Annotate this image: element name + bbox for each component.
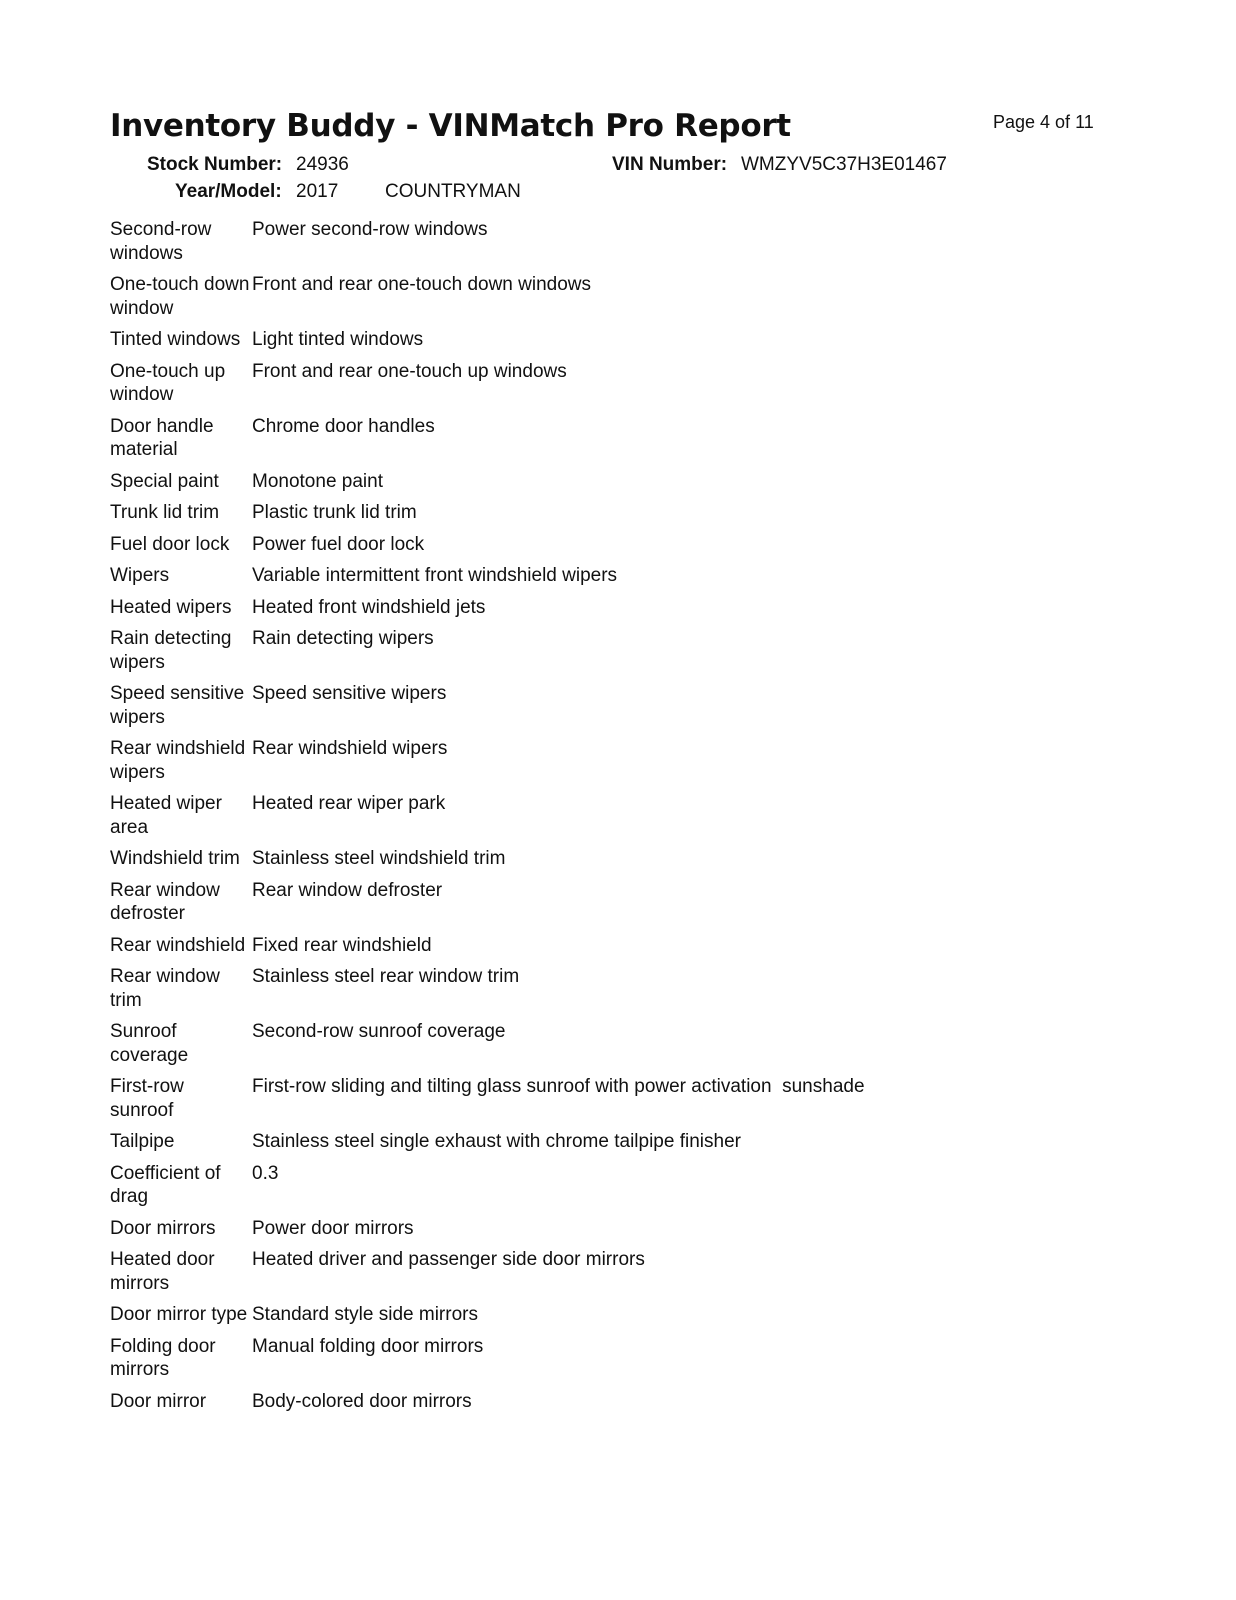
spec-value: Stainless steel rear window trim	[252, 966, 520, 987]
spec-value: Light tinted windows	[252, 329, 424, 350]
spec-row	[110, 415, 1010, 462]
spec-row	[110, 1020, 1010, 1067]
spec-row	[110, 682, 1010, 729]
spec-value: Fixed rear windshield	[252, 934, 432, 956]
spec-row	[110, 1335, 1010, 1382]
spec-row	[110, 627, 1010, 674]
spec-label: Rain detecting wipers	[110, 628, 232, 673]
spec-value: Chrome door handles	[252, 415, 435, 437]
spec-label: Heated door mirrors	[110, 1249, 215, 1294]
spec-row	[110, 1217, 1010, 1241]
spec-value: First-row sliding and tilting glass sunroof with power activation sunshade	[252, 1076, 865, 1097]
spec-label: Fuel door lock	[110, 533, 230, 555]
vin-value: WMZYV5C37H3E01467	[741, 154, 947, 175]
vin-label: VIN Number:	[612, 154, 728, 175]
spec-row	[110, 737, 1010, 784]
spec-value: Heated front windshield jets	[252, 596, 486, 618]
stock-number-value: 24936	[296, 154, 349, 175]
spec-label: One-touch down window	[110, 274, 250, 319]
spec-value: Power door mirrors	[252, 1217, 414, 1239]
spec-row	[110, 792, 1010, 839]
spec-label: Door mirror type	[110, 1304, 248, 1325]
stock-number-label: Stock Number:	[147, 154, 283, 175]
spec-row	[110, 879, 1010, 926]
spec-value: Stainless steel windshield trim	[252, 848, 506, 869]
spec-value: Heated driver and passenger side door mirrors	[252, 1249, 645, 1270]
spec-row	[110, 360, 1010, 407]
spec-value: Stainless steel single exhaust with chrome tailpipe finisher	[252, 1131, 741, 1152]
spec-row	[110, 273, 1010, 320]
spec-value: Front and rear one-touch up windows	[252, 360, 567, 382]
spec-label: Heated wipers	[110, 596, 232, 618]
spec-row	[110, 564, 1010, 588]
spec-value: Rain detecting wipers	[252, 628, 434, 649]
spec-value: Heated rear wiper park	[252, 793, 446, 814]
spec-row	[110, 1075, 1010, 1122]
spec-label: Door mirror	[110, 1390, 207, 1412]
spec-label: Door handle material	[110, 415, 214, 460]
spec-value: Speed sensitive wipers	[252, 683, 447, 704]
spec-label: Coefficient of drag	[110, 1162, 221, 1207]
spec-row	[110, 1390, 1010, 1414]
spec-row	[110, 533, 1010, 557]
spec-row	[110, 218, 1010, 265]
spec-label: Trunk lid trim	[110, 502, 220, 523]
spec-label: One-touch up window	[110, 360, 226, 405]
spec-label: Speed sensitive wipers	[110, 683, 245, 728]
spec-value: Plastic trunk lid trim	[252, 502, 417, 523]
spec-label: Door mirrors	[110, 1217, 216, 1239]
spec-label: Rear windshield	[110, 934, 246, 956]
spec-value: Second-row sunroof coverage	[252, 1021, 506, 1042]
spec-label: Rear window defroster	[110, 879, 220, 924]
spec-value: Power fuel door lock	[252, 533, 425, 555]
spec-row	[110, 501, 1010, 525]
spec-label: Windshield trim	[110, 848, 240, 869]
spec-row	[110, 1248, 1010, 1295]
spec-value: Variable intermittent front windshield wipers	[252, 565, 618, 586]
spec-label: Wipers	[110, 565, 170, 586]
spec-row	[110, 1130, 1010, 1154]
spec-list	[110, 218, 1010, 1421]
spec-label: Tailpipe	[110, 1131, 175, 1152]
spec-label: Tinted windows	[110, 329, 241, 350]
spec-label: First-row sunroof	[110, 1076, 184, 1121]
spec-value: Standard style side mirrors	[252, 1304, 478, 1325]
spec-row	[110, 470, 1010, 494]
spec-row	[110, 965, 1010, 1012]
spec-row	[110, 847, 1010, 871]
spec-label: Second-row windows	[110, 219, 212, 264]
spec-row	[110, 1162, 1010, 1209]
year-model-label: Year/Model:	[175, 181, 282, 202]
spec-label: Sunroof coverage	[110, 1021, 189, 1066]
spec-value: Monotone paint	[252, 470, 383, 492]
spec-label: Rear windshield wipers	[110, 738, 246, 783]
spec-label: Heated wiper area	[110, 793, 222, 838]
spec-label: Rear window trim	[110, 966, 220, 1011]
spec-label: Folding door mirrors	[110, 1335, 216, 1380]
year-value: 2017	[296, 181, 339, 202]
report-title: Inventory Buddy - VINMatch Pro Report	[110, 108, 791, 144]
spec-value: 0.3	[252, 1162, 279, 1184]
spec-value: Power second-row windows	[252, 219, 488, 240]
spec-row	[110, 328, 1010, 352]
spec-row	[110, 934, 1010, 958]
spec-row	[110, 596, 1010, 620]
page-number: Page 4 of 11	[993, 112, 1094, 132]
spec-value: Rear window defroster	[252, 879, 443, 901]
model-value: COUNTRYMAN	[385, 181, 521, 202]
spec-value: Body-colored door mirrors	[252, 1390, 472, 1412]
spec-value: Rear windshield wipers	[252, 738, 448, 759]
spec-label: Special paint	[110, 470, 219, 492]
spec-value: Front and rear one-touch down windows	[252, 274, 592, 295]
spec-row	[110, 1303, 1010, 1327]
spec-value: Manual folding door mirrors	[252, 1335, 484, 1357]
